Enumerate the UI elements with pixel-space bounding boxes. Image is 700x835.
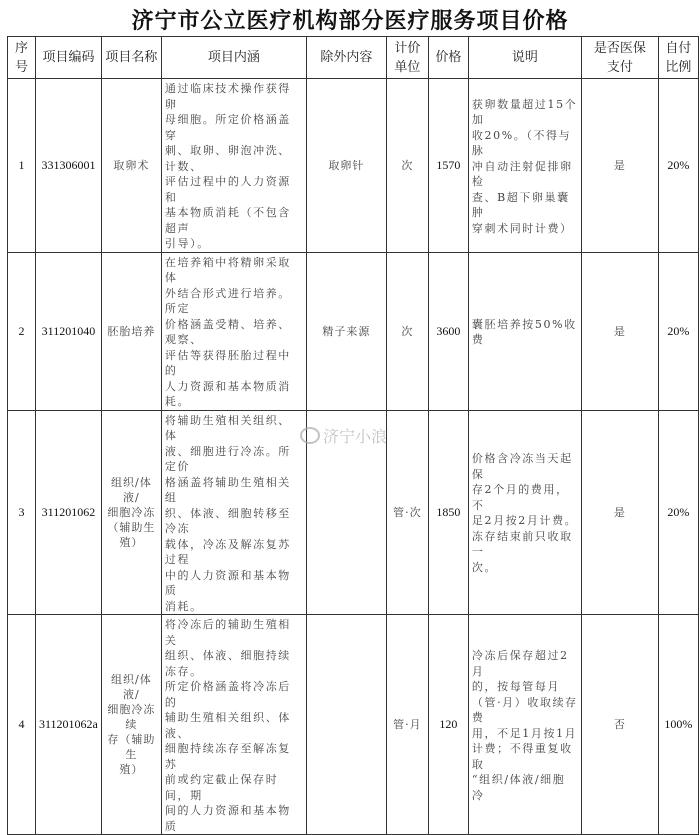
header-ratio: 自付 比例 xyxy=(658,37,698,79)
item-content: 将冷冻后的辅助生殖相关 组织、体液、细胞持续冻存。 所定价格涵盖将冷冻后的 辅助生殖相关组织、体液、 细胞持续冻存至解冻复苏 前或约定截止保存时间，期 间的人力资源和基本物质 xyxy=(161,615,306,835)
pricing-unit: 次 xyxy=(386,252,428,410)
table-row xyxy=(8,79,699,253)
header-unit: 计价 单位 xyxy=(386,37,428,79)
row-number: 2 xyxy=(8,252,36,410)
header-price: 价格 xyxy=(428,37,468,79)
price: 1850 xyxy=(428,410,468,615)
row-number: 1 xyxy=(8,79,36,253)
self-pay-ratio: 100% xyxy=(658,615,698,835)
pricing-unit: 次 xyxy=(386,79,428,253)
pricing-unit: 管·月 xyxy=(386,615,428,835)
self-pay-ratio: 20% xyxy=(658,410,698,615)
weibo-icon xyxy=(300,427,320,444)
insurance-covered: 是 xyxy=(581,252,658,410)
header-content: 项目内涵 xyxy=(161,37,306,79)
exclude-content xyxy=(306,615,386,835)
table-row xyxy=(8,252,699,410)
price: 3600 xyxy=(428,252,468,410)
self-pay-ratio: 20% xyxy=(658,79,698,253)
page-title: 济宁市公立医疗机构部分医疗服务项目价格 xyxy=(131,8,569,34)
item-name: 组织/体液/ 细胞冷冻续 存（辅助生 殖） xyxy=(101,615,161,835)
item-content: 将辅助生殖相关组织、体 液、细胞进行冷冻。所定价 格涵盖将辅助生殖相关组 织、体液、细胞转移至冷冻 载体，冷冻及解冻复苏过程 中的人力资源和基本物质 消耗。 xyxy=(161,410,306,615)
item-name: 取卵术 xyxy=(101,79,161,253)
note: 囊胚培养按50%收费 xyxy=(468,252,581,410)
header-no: 序 号 xyxy=(8,37,36,79)
item-code: 331306001 xyxy=(36,79,102,253)
header-name: 项目名称 xyxy=(101,37,161,79)
price: 1570 xyxy=(428,79,468,253)
pricing-unit: 管·次 xyxy=(386,410,428,615)
item-name: 胚胎培养 xyxy=(101,252,161,410)
header-code: 项目编码 xyxy=(36,37,102,79)
note: 获卵数量超过15个加 收20%。（不得与脉 冲自动注射促排卵检 查、B超下卵巢囊肿 穿刺术同时计费） xyxy=(468,79,581,253)
insurance-covered: 是 xyxy=(581,410,658,615)
exclude-content: 精子来源 xyxy=(306,252,386,410)
header-insured: 是否医保 支付 xyxy=(581,37,658,79)
self-pay-ratio: 20% xyxy=(658,252,698,410)
item-content: 通过临床技术操作获得卵 母细胞。所定价格涵盖穿 刺、取卵、卵泡冲洗、计数、 评估过程中的人力资源和 基本物质消耗（不包含超声 引导）。 xyxy=(161,79,306,253)
watermark-text: 济宁小浪 xyxy=(323,427,388,446)
item-code: 311201062 xyxy=(36,410,102,615)
note: 价格含冷冻当天起保 存2个月的费用，不 足2月按2月计费。 冻存结束前只收取一 次。 xyxy=(468,410,581,615)
watermark xyxy=(300,424,387,447)
row-number: 3 xyxy=(8,410,36,615)
item-name: 组织/体液/ 细胞冷冻 （辅助生 殖） xyxy=(101,410,161,615)
price: 120 xyxy=(428,615,468,835)
table-row xyxy=(8,615,699,835)
item-code: 311201040 xyxy=(36,252,102,410)
exclude-content: 取卵针 xyxy=(306,79,386,253)
item-code: 311201062a xyxy=(36,615,102,835)
item-content: 在培养箱中将精卵采取体 外结合形式进行培养。所定 价格涵盖受精、培养、观察、 评估等获得胚胎过程中的 人力资源和基本物质消耗。 xyxy=(161,252,306,410)
header-note: 说明 xyxy=(468,37,581,79)
header-exclude: 除外内容 xyxy=(306,37,386,79)
header-row xyxy=(8,37,699,79)
insurance-covered: 否 xyxy=(581,615,658,835)
insurance-covered: 是 xyxy=(581,79,658,253)
note: 冷冻后保存超过2月 的，按每管每月 （管·月）收取续存费 用，不足1月按1月 计费；不得重复收取 “组织/体液/细胞冷 xyxy=(468,615,581,835)
row-number: 4 xyxy=(8,615,36,835)
